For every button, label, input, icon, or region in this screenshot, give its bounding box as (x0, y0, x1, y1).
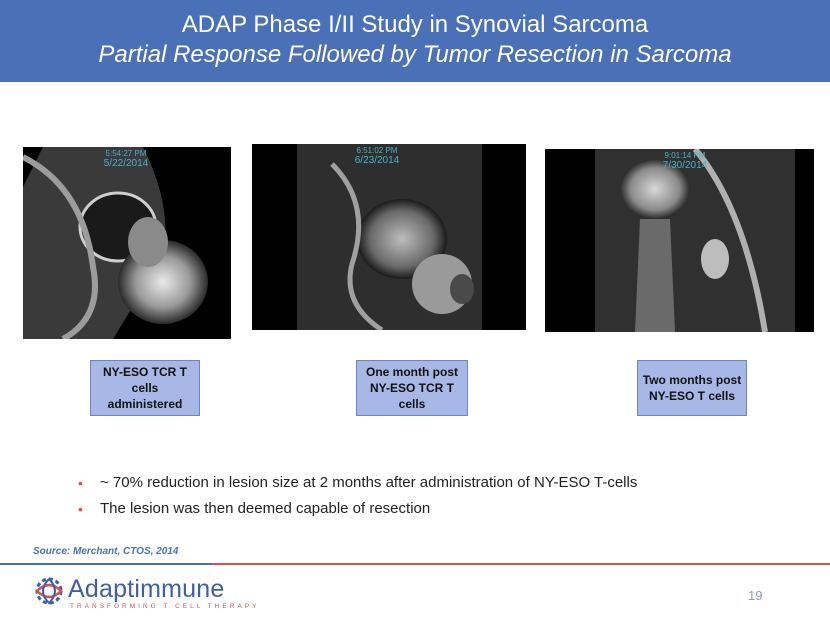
scan-1-time: 5:54:27 PM (105, 149, 147, 158)
bullet-dot-icon: • (78, 475, 83, 491)
mri-scan-3 (545, 149, 814, 332)
bullet-list (78, 470, 637, 522)
bullet-item: • The lesion was then deemed capable of resection (78, 496, 637, 522)
scan-1-date: 5/22/2014 (103, 158, 149, 169)
slide-title: ADAP Phase I/II Study in Synovial Sarcoma (181, 11, 649, 38)
mri-image-3 (545, 149, 814, 332)
mri-scan-1 (23, 147, 231, 339)
title-bar (0, 0, 830, 82)
bullet-item: • ~ 70% reduction in lesion size at 2 months after administration of NY-ESO T-cells (78, 470, 637, 496)
source-citation: Source: Merchant, CTOS, 2014 (33, 546, 179, 557)
page-number: 19 (748, 588, 763, 603)
scan-2-time: 6:51:02 PM (356, 146, 398, 155)
scan-3-caption: Two months post NY-ESO T cells (637, 360, 747, 416)
scan-2-caption: One month post NY-ESO TCR T cells (356, 360, 468, 416)
scan-3-date: 7/30/2014 (662, 160, 708, 171)
scan-3-time: 9:01:14 PM (664, 151, 706, 160)
scan-1-caption: NY-ESO TCR T cells administered (90, 360, 200, 416)
mri-scan-2 (252, 144, 526, 330)
mri-image-1 (23, 147, 231, 339)
company-logo (32, 572, 260, 616)
slide-subtitle: Partial Response Followed by Tumor Resection in Sarcoma (98, 41, 732, 68)
footer-rule-red (212, 563, 830, 565)
scan-2-date: 6/23/2014 (354, 155, 400, 166)
logo-tagline: TRANSFORMING T CELL THERAPY (70, 603, 260, 610)
logo-mark-icon (32, 574, 66, 608)
logo-wordmark: Adaptimmune (68, 575, 225, 603)
mri-image-2 (252, 144, 526, 330)
bullet-dot-icon: • (78, 501, 83, 517)
footer-rule-blue (0, 563, 212, 565)
